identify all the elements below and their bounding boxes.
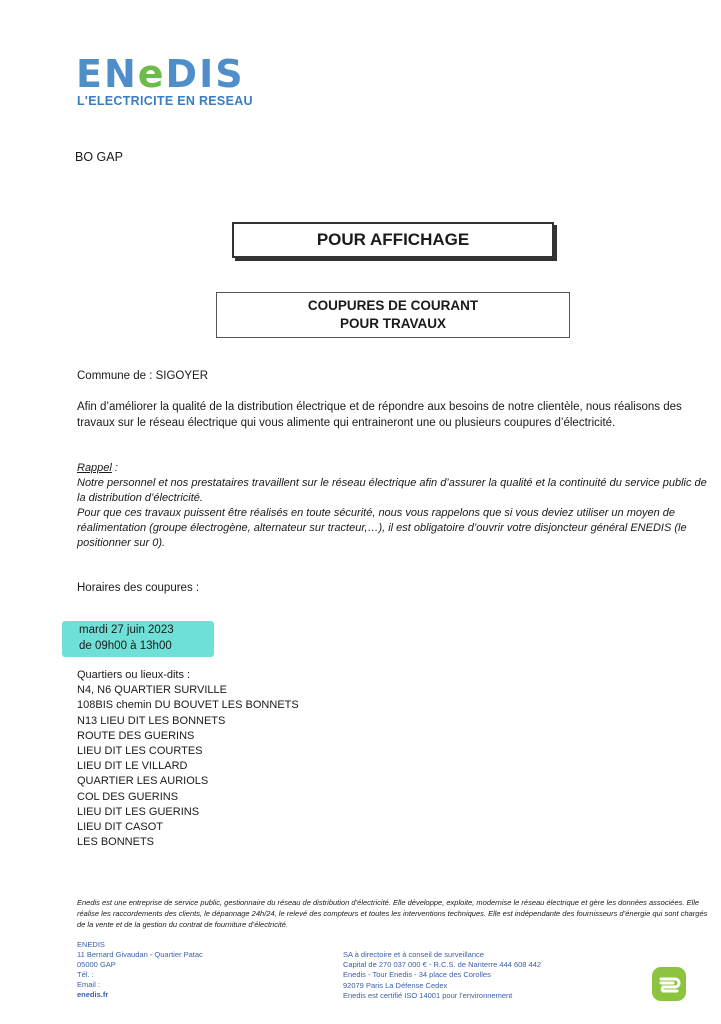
subject-line-2: POUR TRAVAUX <box>339 316 446 331</box>
footer-website-link[interactable]: enedis.fr <box>77 990 109 999</box>
schedule-block <box>79 622 174 654</box>
footer-city: 05000 GAP <box>77 960 116 969</box>
footer-legal <box>343 950 541 1001</box>
footer-description: Enedis est une entreprise de service public, gestionnaire du réseau de distribution d’électricité. Elle développe, exploite, modernise le réseau électrique et gère les données associées. Elle réalise les raccordements des clients, le dépannage 24h/24, le relevé des compteurs et toutes les interventions techniques. Elle est indépendante des fournisseurs d’énergie qui sont chargés de la vente et de la gestion du contrat de fourniture d’électricité. <box>77 898 708 929</box>
list-item: LES BONNETS <box>77 836 155 849</box>
rappel-paragraph-2: Pour que ces travaux puissent être réalisés en toute sécurité, nous vous rappelons que si vous deviez utiliser un moyen de réalimentation (groupe électrogène, alternateur sur tracteur,…), il est obligatoire d’ouvrir votre disjoncteur général ENEDIS (le positionner sur 0). <box>77 507 687 549</box>
footer-email: Email : <box>77 980 100 989</box>
footer-legal-line: 92079 Paris La Défense Cedex <box>343 980 448 990</box>
rappel-heading <box>77 461 717 476</box>
footer-address <box>77 940 203 1000</box>
rappel-colon: : <box>111 462 118 474</box>
rappel-title: Rappel <box>77 462 112 474</box>
list-item: LIEU DIT LES GUERINS <box>77 805 200 818</box>
footer-legal-line: Enedis est certifié ISO 14001 pour l’environnement <box>343 990 513 1000</box>
subject-box <box>216 292 570 338</box>
schedule-hours: de 09h00 à 13h00 <box>79 640 172 652</box>
schedule-date: mardi 27 juin 2023 <box>79 624 174 636</box>
footer-legal-line: Capital de 270 037 000 € - R.C.S. de Nanterre 444 608 442 <box>343 960 542 970</box>
footer-legal-line: Enedis - Tour Enedis - 34 place des Corolles <box>343 970 491 980</box>
horaires-label: Horaires des coupures : <box>77 582 200 594</box>
commune-line: Commune de : SIGOYER <box>77 370 209 382</box>
footer-company: ENEDIS <box>77 940 105 949</box>
list-item: LIEU DIT CASOT <box>77 821 163 834</box>
enedis-e-icon <box>652 967 686 1001</box>
rappel-paragraph-1: Notre personnel et nos prestataires travaillent sur le réseau électrique afin d’assurer la qualité et la continuité du service public de la distribution d’électricité. <box>77 477 707 504</box>
lieux-list <box>77 668 299 850</box>
subject-line-1: COUPURES DE COURANT <box>307 298 479 313</box>
list-item: QUARTIER LES AURIOLS <box>77 775 209 788</box>
e-glyph-icon <box>657 972 681 996</box>
rappel-section <box>77 461 717 551</box>
lieux-label: Quartiers ou lieux-dits : <box>77 669 191 681</box>
enedis-logo <box>76 52 245 96</box>
logo-text-left: EN <box>76 52 138 96</box>
list-item: LIEU DIT LES COURTES <box>77 745 203 758</box>
heading-box <box>232 222 554 258</box>
list-item: ROUTE DES GUERINS <box>77 729 195 742</box>
list-item: LIEU DIT LE VILLARD <box>77 760 188 773</box>
footer-phone: Tél. : <box>77 970 94 979</box>
list-item: COL DES GUERINS <box>77 790 179 803</box>
sender-office: BO GAP <box>75 150 123 164</box>
intro-paragraph: Afin d’améliorer la qualité de la distribution électrique et de répondre aux besoins de notre clientèle, nous réalisons des travaux sur le réseau électrique qui vous alimente qui entraineront une ou plusieurs coupures d’électricité. <box>77 401 682 429</box>
list-item: 108BIS chemin DU BOUVET LES BONNETS <box>77 699 299 712</box>
footer-street: 11 Bernard Givaudan - Quartier Patac <box>77 950 203 959</box>
logo-tagline: L'ELECTRICITE EN RESEAU <box>77 94 253 108</box>
logo-text-mid: e <box>137 52 166 96</box>
heading-text: POUR AFFICHAGE <box>316 230 470 249</box>
list-item: N13 LIEU DIT LES BONNETS <box>77 714 226 727</box>
logo-text-right: DIS <box>165 52 245 96</box>
list-item: N4, N6 QUARTIER SURVILLE <box>77 684 227 697</box>
footer-legal-line: SA à directoire et à conseil de surveillance <box>343 950 484 959</box>
